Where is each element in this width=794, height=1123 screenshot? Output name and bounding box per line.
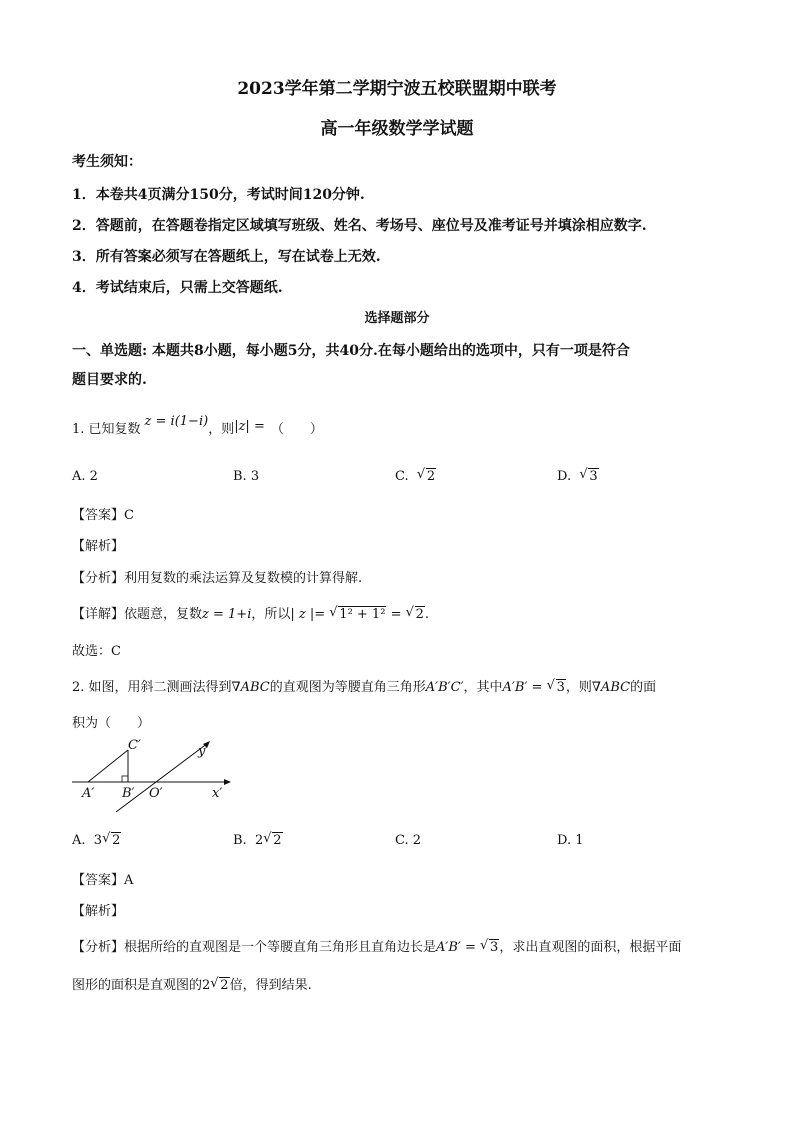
option-value: 2 [112,833,121,848]
xiangjie-tag: 【详解】 [72,607,125,622]
xiangjie-formula: z = 1+i [202,607,252,622]
xiangjie-formula: | z |= [290,607,326,622]
fenxi-text: 图形的面积是直观图的 [72,978,203,993]
fenxi-tag: 【分析】 [72,940,125,955]
option-label: B. [233,469,247,484]
label-x: x′ [212,786,223,801]
q1-answer [72,504,134,523]
result: 2 [415,607,424,622]
q1-paren: （ ） [270,422,323,437]
sqrt-symbol: √ 1² + 1² [329,605,386,622]
fenxi-ab: A′B′ = [436,940,476,955]
q1-stem [72,414,323,437]
option-label: C. [395,833,409,848]
q1-mid: ，则 [208,422,235,437]
option-value: 2 [89,469,98,484]
q1-fenxi [72,567,362,586]
fenxi-ab-value: 3 [490,940,499,955]
q2-triangle: A′B′C′ [425,680,464,695]
section-intro: 一、单选题: 本题共8小题，每小题5分，共40分.在每小题给出的选项中，只有一项是符合 [72,343,630,359]
option-label: A. [72,833,86,848]
xiangjie-text: 依题意，复数 [124,607,203,622]
instruction-item: 3．所有答案必须写在答题纸上，写在试卷上无效. [72,249,381,265]
equals: = [390,607,402,622]
sqrt-symbol: √ 2 [416,467,436,484]
fenxi-text: 倍，得到结果. [229,978,312,993]
q2-fenxi-cont [72,974,312,993]
option-label: D. [557,833,572,848]
answer-tag: 【答案】 [72,508,125,523]
right-angle-mark [122,776,128,782]
option-value: 2 [273,833,282,848]
sqrt-symbol: √ 2 [210,976,229,993]
q1-option-d [557,469,599,484]
x-axis-arrow [224,779,231,785]
sqrt-symbol: √ 2 [405,605,424,622]
q2-answer [72,869,133,888]
option-coef: 2 [254,833,264,848]
q1-option-a [72,469,98,484]
q1-prefix: 1. 已知复数 [72,422,141,437]
fenxi-text: 利用复数的乘法运算及复数模的计算得解. [124,571,363,586]
q1-option-b [233,469,259,484]
q2-stem-cont: 积为（ ） [72,716,151,731]
label-y: y′ [198,744,209,759]
xiangjie-text: ，所以 [251,607,291,622]
option-label: A. [72,469,86,484]
label-b: B′ [122,786,135,801]
answer-value: C [124,508,134,523]
answer-tag: 【答案】 [72,873,125,888]
q1-option-c [395,469,436,484]
label-a: A′ [82,786,95,801]
q2-option-c [395,833,421,848]
label-o: O′ [149,786,163,801]
sqrt-symbol: √ 3 [480,938,499,955]
q1-choose: 故选：C [72,644,121,659]
sqrt-symbol: √ 3 [546,678,565,695]
q1-formula: z = i(1−i) [144,414,209,429]
q2-analysis-tag: 【解析】 [72,904,125,919]
exam-subtitle: 高一年级数学学试题 [320,119,474,139]
q2-fenxi [72,936,681,955]
q2-option-d [557,833,584,848]
option-label: B. [233,833,247,848]
oblique-axes-figure [66,737,236,817]
q2-stem [72,676,656,695]
q2-triangle: ∇ABC [231,680,270,695]
option-value: 2 [426,469,436,484]
option-value: 3 [250,469,260,484]
answer-value: A [124,873,134,888]
option-coef: 3 [93,833,103,848]
instructions-heading: 考生须知： [72,154,142,170]
fenxi-text: ，求出直观图的面积，根据平面 [499,940,682,955]
sqrt-symbol: √ 2 [102,831,121,848]
q2-option-b [233,833,283,848]
q2-text: ，则 [565,680,592,695]
option-value: 3 [589,469,598,484]
option-label: C. [395,469,409,484]
radicand: 1² + 1² [339,607,386,622]
option-value: 2 [412,833,422,848]
q2-text: 2. 如图，用斜二测画法得到 [72,680,232,695]
fenxi-coef: 2 [202,978,211,993]
y-axis [116,743,208,812]
instruction-item: 4．考试结束后，只需上交答题纸. [72,280,283,296]
q2-triangle: ∇ABC [591,680,631,695]
option-value: 1 [575,833,584,848]
option-label: D. [557,469,572,484]
period: . [424,607,430,622]
sqrt-symbol: √ 2 [263,831,282,848]
instruction-item: 2．答题前，在答题卷指定区域填写班级、姓名、考场号、座位号及准考证号并填涂相应数字. [72,218,647,234]
q1-xiangjie [72,603,429,622]
section-intro-cont: 题目要求的. [72,372,147,388]
label-c: C′ [128,738,141,753]
section-title: 选择题部分 [364,311,430,326]
exam-title: 2023学年第二学期宁波五校联盟期中联考 [237,79,557,99]
q2-text: 的面 [630,680,657,695]
fenxi-tag: 【分析】 [72,571,125,586]
q2-ab-value: 3 [556,680,565,695]
fenxi-value: 2 [220,978,229,993]
q2-text: 的直观图为等腰直角三角形 [269,680,426,695]
q2-ab: A′B′ = [502,680,543,695]
q1-abs-z: |z| = [234,419,265,434]
sqrt-symbol: √ 3 [579,467,598,484]
q1-analysis-tag: 【解析】 [72,539,125,554]
q2-text: ，其中 [463,680,503,695]
instruction-item: 1．本卷共4页满分150分，考试时间120分钟. [72,187,365,203]
q2-option-a [72,833,121,848]
fenxi-text: 根据所给的直观图是一个等腰直角三角形且直角边长是 [124,940,437,955]
